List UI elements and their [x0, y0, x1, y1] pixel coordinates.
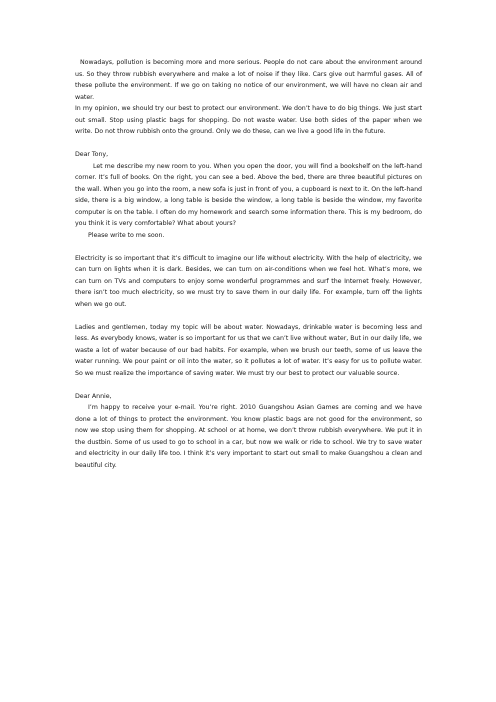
spacer: [75, 310, 422, 322]
letter-tony-salutation: Dear Tony,: [75, 151, 109, 158]
electricity-paragraph: Electricity is so important that it’s difficult to imagine our life without electricity. With the help of electricity, we can turn on lights when it is dark. Besides, we can turn on air-conditions when we feel hot. What’s more, we can turn on TVs and computers to enjoy some wonderful programmes and surf the Internet freely. However, there isn’t too much electricity, so we must try to save them in our daily life. For example, turn off the lights when we go out.: [75, 254, 422, 308]
letter-tony-body: Let me describe my new room to you. When you open the door, you will find a bookshelf on the left-hand corner. It’s full of books. On the right, you can see a bed. Above the bed, there are three beautiful pictures on the wall. When you go into the room, a new sofa is just in front of you, a cupboard is next to it. On the left-hand side, there is a big window, a long table is beside the window, a long table is beside the window, my favorite computer is on the table. I often do my homework and search some information there. This is my bedroom, do you think it is very comfortable? What about yours?: [75, 162, 422, 227]
letter-annie-salutation: Dear Annie,: [75, 392, 112, 400]
spacer: [75, 241, 422, 253]
opinion-paragraph: In my opinion, we should try our best to protect our environment. We don’t have to do big things. We just start out small. Stop using plastic bags for shopping. Do not waste water. Use both sides of the paper when we write. Do not throw rubbish onto the ground. Only we do these, can we live a good life in the future.: [75, 105, 422, 135]
letter-tony-closing: Please write to me soon.: [88, 231, 165, 239]
water-speech-paragraph: Ladies and gentlemen, today my topic will be about water. Nowadays, drinkable water is becoming less and less. As everybody knows, water is so important for us that we can’t live without water, But in our daily life, we waste a lot of water because of our bad habits. For example, when we brush our teeth, some of us leave the water running. We pour paint or oil into the water, so it pollutes a lot of water. It’s easy for us to pollute water. So we must realize the importance of saving water. We must try our best to protect our valuable source.: [75, 323, 422, 377]
pollution-paragraph: Nowadays, pollution is becoming more and more serious. People do not care about the environment around us. So they throw rubbish everywhere and make a lot of noise if they like. Cars give out harmful gases. All of these pollute the environment. If we go on taking no notice of our environment, we will have no clean air and water.: [75, 59, 422, 101]
spacer: [75, 138, 422, 150]
spacer: [75, 379, 422, 391]
letter-annie-body: I’m happy to receive your e-mail. You’re right. 2010 Guangshou Asian Games are coming and we have done a lot of things to protect the environment. You know plastic bags are not good for the environment, so now we stop using them for shopping. At school or at home, we don’t throw rubbish everywhere. We put it in the dustbin. Some of us used to go to school in a car, but now we walk or ride to school. We try to save water and electricity in our daily life too. I think it’s very important to start out small to make Guangshou a clean and beautiful city.: [75, 404, 422, 469]
